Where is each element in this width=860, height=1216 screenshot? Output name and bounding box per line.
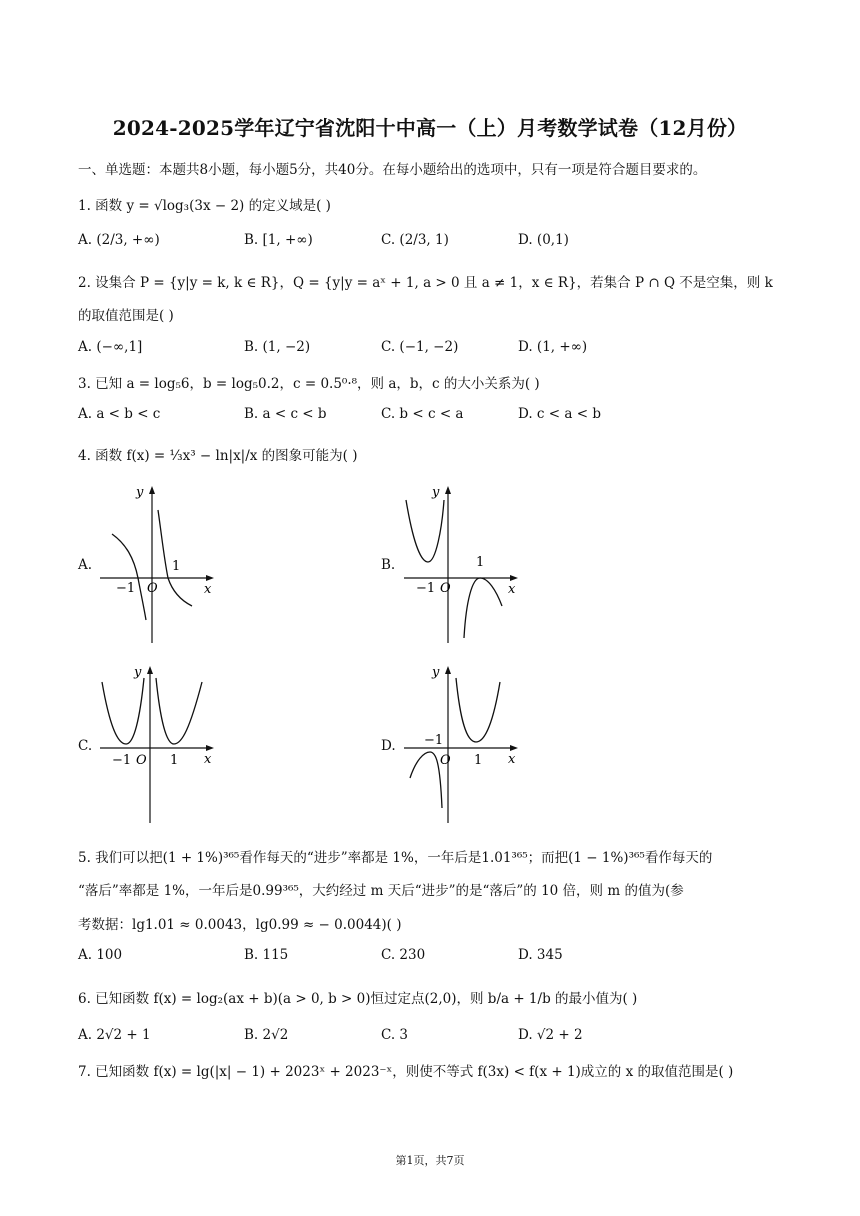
q6-option-b: B. 2√2 [244,1027,289,1043]
page-footer: 第1页，共7页 [395,1154,465,1167]
q5-option-a: A. 100 [78,947,123,963]
graph-b-neg1: −1 [416,581,436,596]
graph-b-x-label: x [508,582,516,597]
graph-d-y-label: y [432,665,440,680]
q1-option-a: A. (2/3, +∞) [78,232,160,248]
graph-a-pos1: 1 [172,559,181,574]
graph-a [92,478,222,646]
graph-a-origin: O [147,581,158,596]
graph-d-origin: O [440,753,451,768]
q6-option-a: A. 2√2 + 1 [78,1027,151,1043]
question-5-stem-cont1: “落后”率都是 1%，一年后是0.99³⁶⁵，大约经过 m 天后“进步”的是“落后”的 10 倍，则 m 的值为(参 [78,883,684,899]
graph-d-neg1: −1 [424,733,444,748]
q3-option-b: B. a < c < b [244,406,327,422]
question-2-stem-cont: 的取值范围是( ) [78,308,174,324]
graph-c-pos1: 1 [170,753,179,768]
question-2-stem: 2. 设集合 P = {y|y = k, k ∈ R}，Q = {y|y = aˣ + 1, a > 0 且 a ≠ 1，x ∈ R}，若集合 P ∩ Q 不是空集，则 k [78,275,773,291]
graph-b-origin: O [440,581,451,596]
graph-a-neg1: −1 [116,581,136,596]
graph-c-label: C. [78,738,93,754]
q1-option-b: B. [1, +∞) [244,232,313,248]
q5-option-c: C. 230 [381,947,426,963]
q1-option-c: C. (2/3, 1) [381,232,449,248]
q3-option-d: D. c < a < b [518,406,601,422]
q2-option-c: C. (−1, −2) [381,339,459,355]
question-5-stem: 5. 我们可以把(1 + 1%)³⁶⁵看作每天的“进步”率都是 1%，一年后是1.01³⁶⁵；而把(1 − 1%)³⁶⁵看作每天的 [78,850,713,866]
graph-c-y-label: y [134,665,142,680]
q5-option-b: B. 115 [244,947,289,963]
graph-c [92,658,222,826]
graph-a-label: A. [78,557,93,573]
graph-b-pos1: 1 [476,555,485,570]
question-5-stem-cont2: 考数据：lg1.01 ≈ 0.0043，lg0.99 ≈ − 0.0044)( ) [78,917,402,933]
graph-d-x-label: x [508,752,516,767]
q3-option-c: C. b < c < a [381,406,464,422]
q3-option-a: A. a < b < c [78,406,161,422]
graph-d-pos1: 1 [474,753,483,768]
graph-b-y-label: y [432,485,440,500]
graph-c-origin: O [136,753,147,768]
section-heading: 一、单选题：本题共8小题，每小题5分，共40分。在每小题给出的选项中，只有一项是符合题目要求的。 [78,162,707,178]
q5-option-d: D. 345 [518,947,563,963]
question-3-stem: 3. 已知 a = log₅6，b = log₅0.2，c = 0.5⁰·⁸，则 a，b，c 的大小关系为( ) [78,376,540,392]
graph-a-y-label: y [136,485,144,500]
graph-d-label: D. [381,738,396,754]
graph-b [396,478,526,646]
q1-option-d: D. (0,1) [518,232,569,248]
q2-option-a: A. (−∞,1] [78,339,143,355]
question-1-stem: 1. 函数 y = √log₃(3x − 2) 的定义域是( ) [78,198,331,214]
q2-option-b: B. (1, −2) [244,339,311,355]
graph-a-x-label: x [204,582,212,597]
q2-option-d: D. (1, +∞) [518,339,588,355]
graph-c-neg1: −1 [112,753,132,768]
question-7-stem: 7. 已知函数 f(x) = lg(|x| − 1) + 2023ˣ + 2023⁻ˣ，则使不等式 f(3x) < f(x + 1)成立的 x 的取值范围是( ) [78,1064,734,1080]
graph-d [396,658,526,826]
question-4-stem: 4. 函数 f(x) = ⅓x³ − ln|x|/x 的图象可能为( ) [78,448,358,464]
q6-option-d: D. √2 + 2 [518,1027,583,1043]
graph-c-x-label: x [204,752,212,767]
page-title: 2024-2025学年辽宁省沈阳十中高一（上）月考数学试卷（12月份） [112,116,748,140]
q6-option-c: C. 3 [381,1027,409,1043]
graph-b-label: B. [381,557,396,573]
question-6-stem: 6. 已知函数 f(x) = log₂(ax + b)(a > 0, b > 0)恒过定点(2,0)，则 b/a + 1/b 的最小值为( ) [78,991,638,1007]
